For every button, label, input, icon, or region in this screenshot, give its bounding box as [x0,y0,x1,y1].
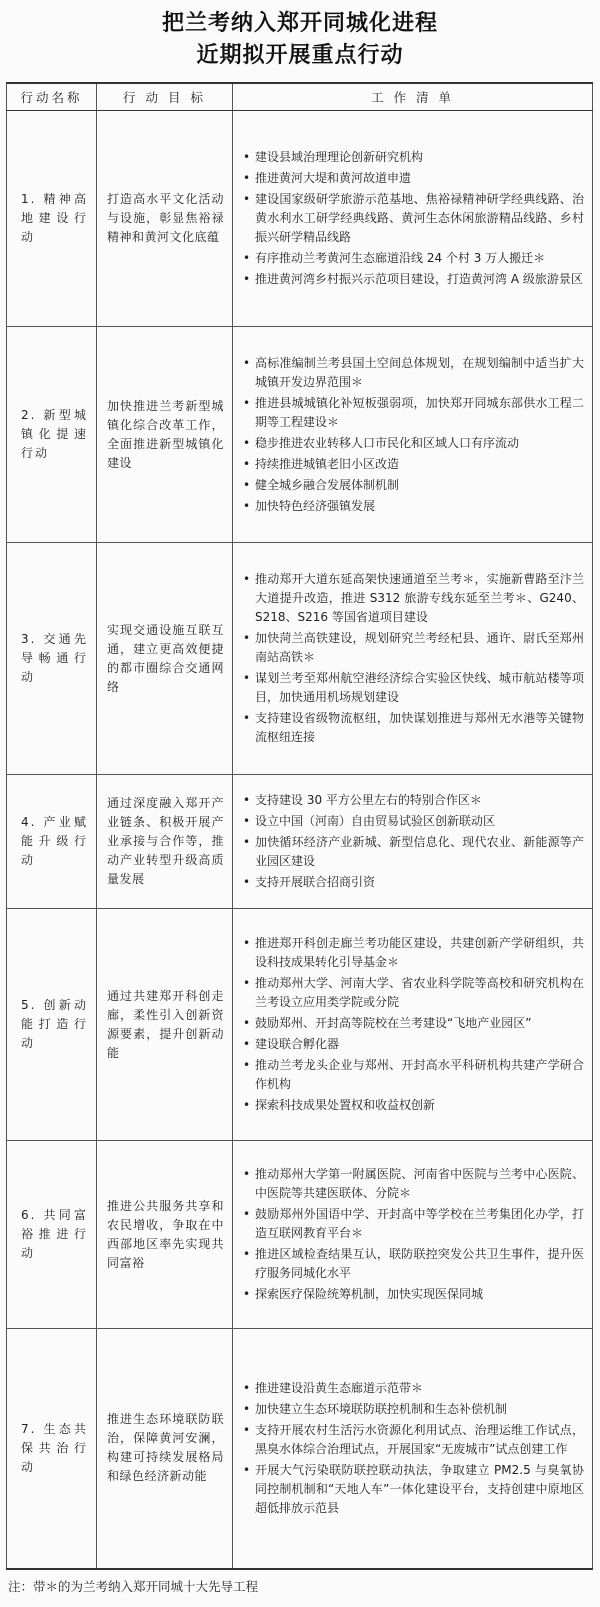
action-goal-cell: 打造高水平文化活动与设施，彰显焦裕禄精神和黄河文化底蕴 [97,111,233,327]
work-list-item: • 推动郑州大学、河南大学、省农业科学院等高校和研究机构在兰考设立应用类学院或分院 [241,974,584,1012]
work-list [241,148,584,289]
work-list-item: • 健全城乡融合发展体制机制 [241,476,584,495]
action-goal-cell: 通过深度融入郑开产业链条、积极开展产业承接与合作等，推动产业转型升级高质量发展 [97,775,233,909]
work-list-item: • 有序推动兰考黄河生态廊道沿线 24 个村 3 万人搬迁＊ [241,249,584,268]
table-row [7,327,593,543]
work-list-cell [233,1329,593,1569]
work-list-cell [233,327,593,543]
action-name-cell: 4. 产业赋能升级行动 [7,775,97,909]
work-list-item: • 鼓励郑州、开封高等院校在兰考建设“飞地产业园区” [241,1014,584,1033]
table-row [7,543,593,775]
work-list-item: • 支持开展联合招商引资 [241,873,584,892]
work-list-item: • 设立中国（河南）自由贸易试验区创新联动区 [241,812,584,831]
table-row [7,111,593,327]
work-list-item: • 推进区域检查结果互认，联防联控突发公共卫生事件，提升医疗服务同城化水平 [241,1245,584,1283]
action-goal-cell: 实现交通设施互联互通，建立更高效便捷的都市圈综合交通网络 [97,543,233,775]
work-list [241,1165,584,1304]
action-table [6,82,593,1570]
work-list-item: • 推进黄河湾乡村振兴示范项目建设，打造黄河湾 A 级旅游景区 [241,270,584,289]
work-list-item: • 谋划兰考至郑州航空港经济综合实验区快线、城市航站楼等项目，加快通用机场规划建设 [241,669,584,707]
work-list-item: • 高标准编制兰考县国土空间总体规划，在规划编制中适当扩大城镇开发边界范围＊ [241,354,584,392]
work-list [241,570,584,747]
work-list-cell [233,543,593,775]
action-goal-cell: 推进公共服务共享和农民增收，争取在中西部地区率先实现共同富裕 [97,1141,233,1329]
action-name-cell: 6. 共同富裕推进行动 [7,1141,97,1329]
work-list-item: • 支持建设 30 平方公里左右的特别合作区＊ [241,791,584,810]
work-list-item: • 支持开展农村生活污水资源化利用试点、治理运维工作试点，黑臭水体综合治理试点，开展国家“无废城市”试点创建工作 [241,1421,584,1459]
work-list-item: • 推进黄河大堤和黄河故道申遗 [241,169,584,188]
header-work-list: 工 作 清 单 [233,83,593,111]
document-subtitle: 近期拟开展重点行动 [196,43,404,68]
work-list-item: • 探索科技成果处置权和收益权创新 [241,1096,584,1115]
work-list-item: • 加快循环经济产业新城、新型信息化、现代农业、新能源等产业园区建设 [241,833,584,871]
work-list-item: • 推动郑州大学第一附属医院、河南省中医院与兰考中心医院、中医院等共建医联体、分院＊ [241,1165,584,1203]
table-row [7,1141,593,1329]
work-list-item: • 鼓励郑州外国语中学、开封高中等学校在兰考集团化办学，打造互联网教育平台＊ [241,1205,584,1243]
work-list-item: • 加快建立生态环境联防联控机制和生态补偿机制 [241,1400,584,1419]
table-body [7,111,593,1569]
work-list-item: • 建设联合孵化器 [241,1035,584,1054]
table-row [7,1329,593,1569]
footnote: 注：带＊的为兰考纳入郑开同城十大先导工程 [8,1578,259,1594]
work-list-cell [233,909,593,1141]
work-list-cell [233,1141,593,1329]
work-list-item: • 建设县域治理理论创新研究机构 [241,148,584,167]
header-action-name: 行动名称 [7,83,97,111]
work-list-item: • 稳步推进农业转移人口市民化和区域人口有序流动 [241,434,584,453]
work-list-item: • 开展大气污染联防联控联动执法，争取建立 PM2.5 与臭氧协同控制机制和“天地人车”一体化建设平台，支持创建中原地区超低排放示范县 [241,1461,584,1518]
work-list-item: • 建设国家级研学旅游示范基地、焦裕禄精神研学经典线路、治黄水利水工研学经典线路、黄河生态休闲旅游精品线路、乡村振兴研学精品线路 [241,190,584,247]
action-name-cell: 3. 交通先导畅通行动 [7,543,97,775]
table-row [7,775,593,909]
action-name-cell: 1. 精神高地建设行动 [7,111,97,327]
work-list [241,791,584,892]
action-goal-cell: 推进生态环境联防联治，保障黄河安澜，构建可持续发展格局和绿色经济新动能 [97,1329,233,1569]
work-list-item: • 推动兰考龙头企业与郑州、开封高水平科研机构共建产学研合作机构 [241,1056,584,1094]
work-list-item: • 支持建设省级物流枢纽，加快谋划推进与郑州无水港等关键物流枢纽连接 [241,709,584,747]
work-list [241,354,584,516]
work-list-item: • 推进建设沿黄生态廊道示范带＊ [241,1379,584,1398]
table-header-row [7,83,593,111]
document-title: 把兰考纳入郑开同城化进程 [161,11,438,36]
action-name-cell: 2. 新型城镇化提速行动 [7,327,97,543]
work-list-item: • 推动郑开大道东延高架快速通道至兰考＊，实施新曹路至汴兰大道提升改造，推进 S312 旅游专线东延至兰考＊、G240、S218、S216 等国省道项目建设 [241,570,584,627]
work-list-item: • 加快菏兰高铁建设，规划研究兰考经杞县、通许、尉氏至郑州南站高铁＊ [241,629,584,667]
action-name-cell: 5. 创新动能打造行动 [7,909,97,1141]
action-goal-cell: 通过共建郑开科创走廊，柔性引入创新资源要素，提升创新动能 [97,909,233,1141]
work-list-item: • 推进郑开科创走廊兰考功能区建设，共建创新产学研组织，共设科技成果转化引导基金＊ [241,934,584,972]
work-list-cell [233,775,593,909]
work-list-cell [233,111,593,327]
work-list-item: • 探索医疗保险统筹机制，加快实现医保同城 [241,1285,584,1304]
table-row [7,909,593,1141]
work-list [241,1379,584,1518]
action-goal-cell: 加快推进兰考新型城镇化综合改革工作，全面推进新型城镇化建设 [97,327,233,543]
work-list-item: • 持续推进城镇老旧小区改造 [241,455,584,474]
header-action-goal: 行 动 目 标 [97,83,233,111]
work-list [241,934,584,1115]
work-list-item: • 加快特色经济强镇发展 [241,497,584,516]
action-name-cell: 7. 生态共保共治行动 [7,1329,97,1569]
work-list-item: • 推进县城城镇化补短板强弱项，加快郑开同城东部供水工程二期等工程建设＊ [241,394,584,432]
